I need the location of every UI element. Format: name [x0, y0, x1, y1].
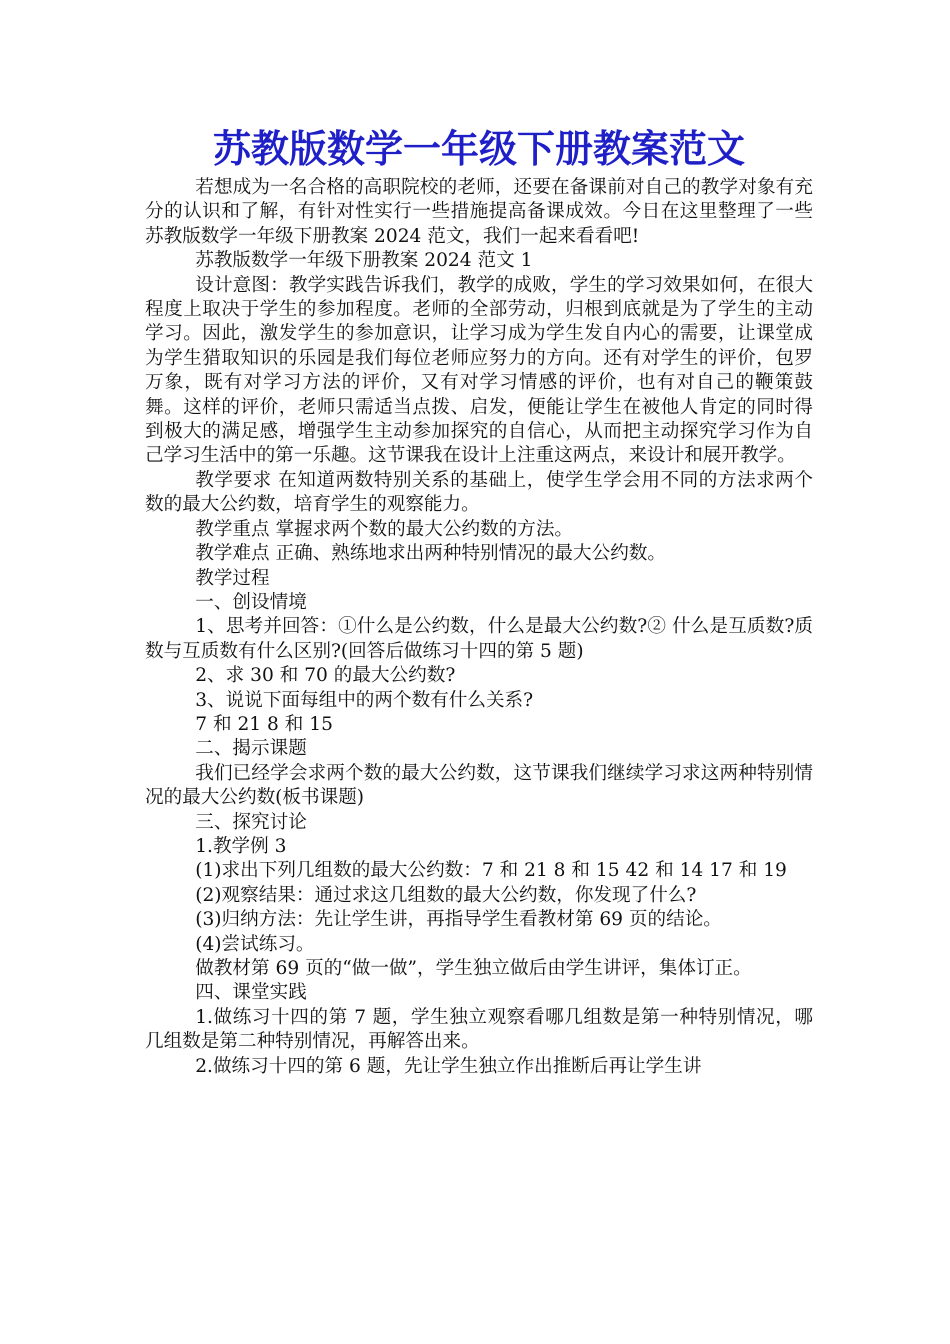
paragraph-step-4: (4)尝试练习。: [195, 933, 315, 955]
paragraph-practice-2: 2.做练习十四的第 6 题，先让学生独立作出推断后再让学生讲: [195, 1055, 702, 1077]
paragraph-teaching-process: 教学过程: [195, 567, 270, 589]
paragraph-design-intent: 设计意图：教学实践告诉我们，教学的成败，学生的学习效果如何，在很大程度上取决于学生的参加程度。老师的全部劳动，归根到底就是为了学生的主动学习。因此，激发学生的参加意识，让学习成为学生发自内心的需要，让课堂成为学生猎取知识的乐园是我们每位老师应努力的方向。还有对学生的评价，包罗万象，既有对学习方法的评价，又有对学习情感的评价，也有对自己的鞭策鼓舞。这样的评价，老师只需适当点拨、启发，便能让学生在被他人肯定的同时得到极大的满足感，增强学生主动参加探究的自信心，从而把主动探究学习作为自己学习生活中的第一乐趣。这节课我在设计上注重这两点，来设计和展开教学。: [145, 274, 813, 467]
paragraph-topic-intro: 我们已经学会求两个数的最大公约数，这节课我们继续学习求这两种特别情况的最大公约数(板书课题): [145, 762, 813, 809]
paragraph-step-3: (3)归纳方法：先让学生讲，再指导学生看教材第 69 页的结论。: [195, 909, 722, 931]
paragraph-section-4: 四、课堂实践: [195, 982, 307, 1004]
paragraph-intro: 若想成为一名合格的高职院校的老师，还要在备课前对自己的教学对象有充分的认识和了解，有针对性实行一些措施提高备课成效。今日在这里整理了一些苏教版数学一年级下册教案 2024 范文，我们一起来看看吧!: [145, 177, 813, 247]
document-title: 苏教版数学一年级下册教案范文: [212, 127, 745, 171]
paragraph-example-3: 1.教学例 3: [195, 835, 287, 857]
paragraph-try-exercise: 做教材第 69 页的“做一做”，学生独立做后由学生讲评，集体订正。: [195, 958, 752, 979]
paragraph-section-3: 三、探究讨论: [195, 811, 307, 833]
paragraph-teaching-requirement: 教学要求 在知道两数特别关系的基础上，使学生学会用不同的方法求两个数的最大公约数，培育学生的观察能力。: [145, 469, 813, 516]
paragraph-step-2: (2)观察结果：通过求这几组数的最大公约数，你发现了什么?: [195, 884, 697, 906]
paragraph-question-3: 3、说说下面每组中的两个数有什么关系?: [195, 689, 534, 711]
paragraph-question-2: 2、求 30 和 70 的最大公约数?: [195, 665, 456, 687]
paragraph-step-1: (1)求出下列几组数的最大公约数：7 和 21 8 和 15 42 和 14 17 和 19: [195, 860, 787, 882]
paragraph-subheading: 苏教版数学一年级下册教案 2024 范文 1: [195, 250, 533, 272]
paragraph-practice-1: 1.做练习十四的第 7 题，学生独立观察看哪几组数是第一种特别情况，哪几组数是第二种特别情况，再解答出来。: [145, 1006, 813, 1053]
paragraph-section-1: 一、创设情境: [195, 591, 307, 613]
paragraph-teaching-focus: 教学重点 掌握求两个数的最大公约数的方法。: [195, 518, 574, 540]
paragraph-number-pairs: 7 和 21 8 和 15: [195, 713, 333, 735]
document-page: [145, 122, 813, 1079]
paragraph-teaching-difficulty: 教学难点 正确、熟练地求出两种特别情况的最大公约数。: [195, 543, 666, 565]
paragraph-section-2: 二、揭示课题: [195, 738, 307, 760]
paragraph-question-1: 1、思考并回答：①什么是公约数，什么是最大公约数?② 什么是互质数?质数与互质数有什么区别?(回答后做练习十四的第 5 题): [145, 616, 813, 662]
